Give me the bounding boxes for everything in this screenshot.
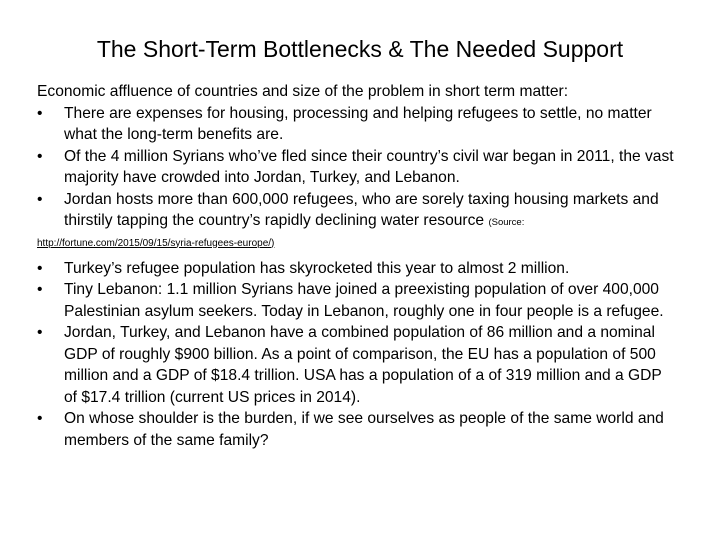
bullet-item [37, 103, 677, 146]
bullet-icon: • [37, 281, 43, 298]
bullet-item [37, 189, 677, 234]
bullet-text: Jordan hosts more than 600,000 refugees, who are sorely taxing housing markets and thirstily tapping the country’s rapidly declining water resource [64, 190, 659, 229]
bullet-list [37, 103, 677, 234]
bullet-text: Turkey’s refugee population has skyrocketed this year to almost 2 million. [64, 259, 570, 277]
source-url[interactable]: http://fortune.com/2015/09/15/syria-refugees-europe/ [37, 237, 272, 249]
bullet-item [37, 279, 677, 322]
bullet-item [37, 322, 677, 408]
slide-title: The Short-Term Bottlenecks & The Needed Support [96, 36, 624, 62]
bullet-text: Of the 4 million Syrians who’ve fled since their country’s civil war began in 2011, the vast majority have crowded into Jordan, Turkey, and Lebanon. [64, 147, 674, 186]
bullet-icon: • [37, 147, 43, 165]
source-suffix: ) [271, 237, 275, 249]
bullet-icon: • [37, 104, 43, 122]
source-line [37, 237, 677, 251]
bullet-item [37, 408, 677, 451]
bullet-icon: • [37, 324, 43, 341]
bullet-text: Jordan, Turkey, and Lebanon have a combined population of 86 million and a nominal GDP of roughly $900 billion. As a point of comparison, the EU has a population of 500 million and a GDP of $18.4 trillion. USA has a population of a of 319 million and a GDP of $17.4 trillion (current US prices in 2014). [64, 324, 662, 406]
source-link[interactable] [37, 237, 677, 251]
bullet-text: On whose shoulder is the burden, if we see ourselves as people of the same world and members of the same family? [64, 410, 664, 449]
bullet-icon: • [37, 259, 43, 277]
intro-text: Economic affluence of countries and size of the problem in short term matter: [37, 83, 569, 100]
bullet-icon: • [37, 410, 43, 427]
bullet-icon: • [37, 190, 43, 208]
bullet-item [37, 258, 677, 280]
bullet-item [37, 146, 677, 189]
bullet-text: Tiny Lebanon: 1.1 million Syrians have joined a preexisting population of over 400,000 Palestinian asylum seekers. Today in Lebanon, roughly one in four people is a refugee. [64, 281, 664, 320]
bullet-list [37, 258, 677, 452]
slide-body [37, 81, 677, 451]
bullet-text: There are expenses for housing, processing and helping refugees to settle, no matter what the long-term benefits are. [64, 104, 652, 143]
source-label: (Source: [488, 217, 525, 228]
